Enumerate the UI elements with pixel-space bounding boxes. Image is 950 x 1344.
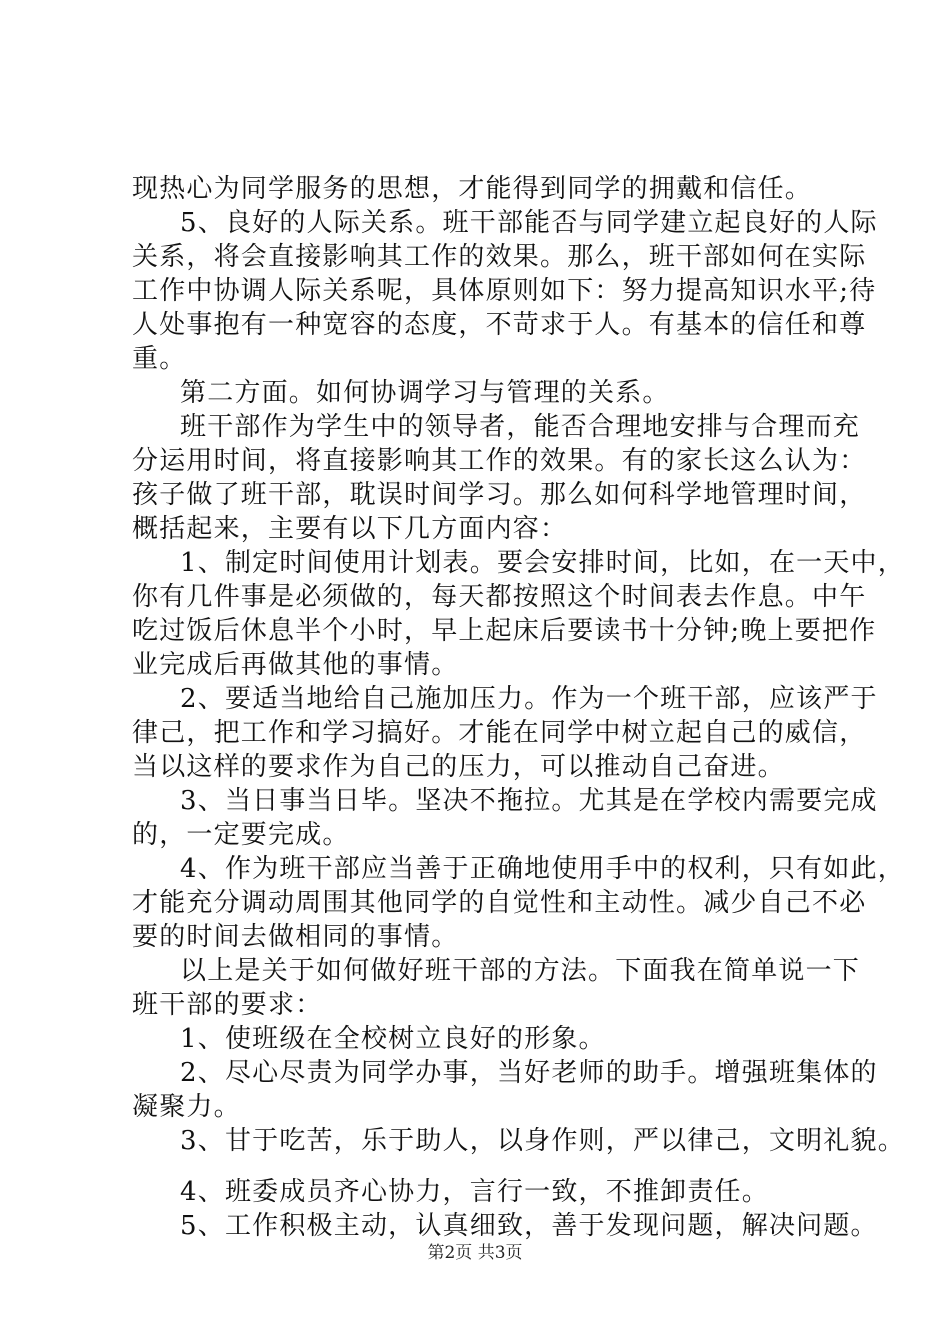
text-line: 1、制定时间使用计划表。要会安排时间，比如，在一天中， (180, 548, 905, 578)
text-line: 凝聚力。 (132, 1092, 241, 1122)
list-item: 2、尽心尽责为同学办事，当好老师的助手。增强班集体的 (180, 1058, 878, 1088)
text-line: 当以这样的要求作为自己的压力，可以推动自己奋进。 (132, 752, 785, 782)
text-line: 4、作为班干部应当善于正确地使用手中的权利，只有如此， (180, 854, 905, 884)
text-line: 关系，将会直接影响其工作的效果。那么，班干部如何在实际 (132, 242, 867, 272)
text-line: 以上是关于如何做好班干部的方法。下面我在简单说一下 (180, 956, 861, 986)
text-line: 的，一定要完成。 (132, 820, 350, 850)
text-line: 班干部作为学生中的领导者，能否合理地安排与合理而充 (180, 412, 861, 442)
text-line: 要的时间去做相同的事情。 (132, 922, 459, 952)
text-line: 吃过饭后休息半个小时，早上起床后要读书十分钟;晚上要把作 (132, 616, 877, 646)
text-line: 班干部的要求： (132, 990, 323, 1020)
text-line: 2、要适当地给自己施加压力。作为一个班干部，应该严于 (180, 684, 878, 714)
text-line: 孩子做了班干部，耽误时间学习。那么如何科学地管理时间， (132, 480, 867, 510)
page-number-footer: 第2页 共3页 (427, 1243, 523, 1263)
text-line: 3、当日事当日毕。坚决不拖拉。尤其是在学校内需要完成 (180, 786, 878, 816)
text-line: 工作中协调人际关系呢，具体原则如下：努力提高知识水平;待 (132, 276, 877, 306)
text-line: 律己，把工作和学习搞好。才能在同学中树立起自己的威信， (132, 718, 867, 748)
list-item: 3、甘于吃苦，乐于助人，以身作则，严以律己，文明礼貌。 (180, 1126, 905, 1156)
text-line: 现热心为同学服务的思想，才能得到同学的拥戴和信任。 (132, 174, 813, 204)
list-item: 1、使班级在全校树立良好的形象。 (180, 1024, 606, 1054)
text-line: 概括起来，主要有以下几方面内容： (132, 514, 568, 544)
text-line: 业完成后再做其他的事情。 (132, 650, 459, 680)
list-item: 5、工作积极主动，认真细致，善于发现问题，解决问题。 (180, 1211, 878, 1241)
text-line: 分运用时间，将直接影响其工作的效果。有的家长这么认为： (132, 446, 867, 476)
text-line: 才能充分调动周围其他同学的自觉性和主动性。减少自己不必 (132, 888, 867, 918)
text-line: 重。 (132, 344, 187, 374)
text-line: 你有几件事是必须做的，每天都按照这个时间表去作息。中午 (132, 582, 867, 612)
section-heading: 第二方面。如何协调学习与管理的关系。 (180, 378, 670, 408)
text-line: 5、良好的人际关系。班干部能否与同学建立起良好的人际 (180, 208, 878, 238)
text-line: 人处事抱有一种宽容的态度，不苛求于人。有基本的信任和尊 (132, 310, 867, 340)
list-item: 4、班委成员齐心协力，言行一致，不推卸责任。 (180, 1177, 769, 1207)
